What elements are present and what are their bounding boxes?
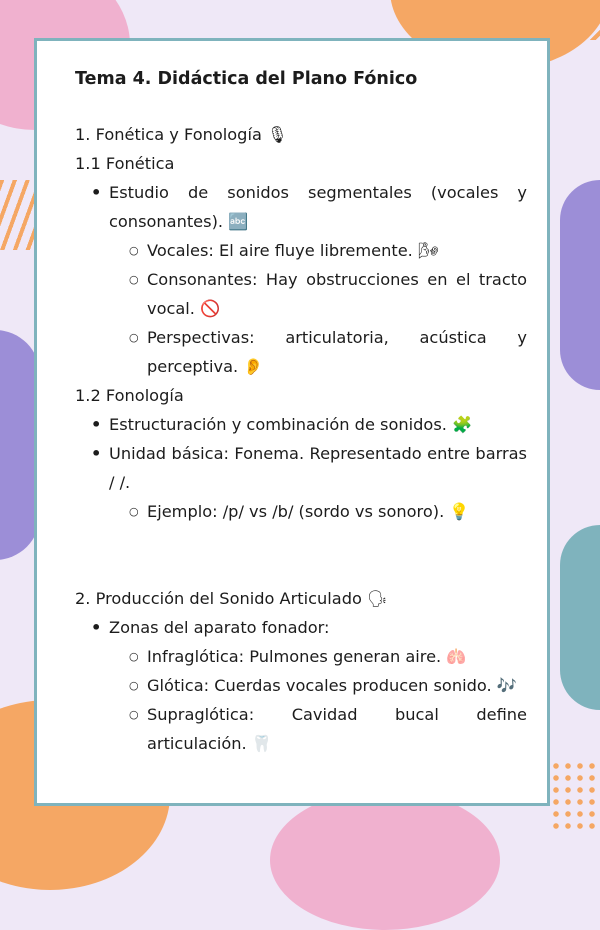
section-spacer	[75, 526, 527, 584]
page-title: Tema 4. Didáctica del Plano Fónico	[75, 69, 418, 89]
decor-orange-stripes-top-right	[545, 0, 600, 40]
section-1-heading: 1. Fonética y Fonología 🎙	[75, 125, 288, 144]
notes-content	[75, 65, 527, 758]
notes-card	[34, 38, 550, 806]
list-item: ○ Infraglótica: Pulmones generan aire. 🫁	[75, 642, 527, 671]
decor-orange-dots-bottom-right	[550, 760, 600, 830]
list-item: ○ Glótica: Cuerdas vocales producen sonido. 🎶	[75, 671, 527, 700]
list-item: ○ Ejemplo: /p/ vs /b/ (sordo vs sonoro). 💡	[75, 497, 527, 526]
decor-pink-blob-bottom-middle	[270, 790, 500, 930]
list-item-group	[75, 497, 527, 526]
decor-purple-blob-right	[560, 180, 600, 390]
section-2-list	[75, 613, 527, 758]
list-item: ○ Perspectivas: articulatoria, acústica y perceptiva. 👂	[75, 323, 527, 381]
decor-orange-lines-left	[0, 180, 34, 250]
list-item: ○ Consonantes: Hay obstrucciones en el tracto vocal. 🚫	[75, 265, 527, 323]
section-1-2-list	[75, 410, 527, 526]
list-item: • Zonas del aparato fonador:	[75, 613, 527, 642]
list-item: • Estructuración y combinación de sonidos. 🧩	[75, 410, 527, 439]
list-item-group	[75, 236, 527, 381]
list-item-group	[75, 642, 527, 758]
decor-teal-blob-right	[560, 525, 600, 710]
list-item: ○ Vocales: El aire fluye libremente. 🌬	[75, 236, 527, 265]
nested-list	[75, 236, 527, 381]
section-1-1-list	[75, 178, 527, 381]
subsection-1-2-heading: 1.2 Fonología	[75, 386, 184, 405]
section-2-heading: 2. Producción del Sonido Articulado 🗣	[75, 589, 388, 608]
nested-list	[75, 642, 527, 758]
list-item: ○ Supraglótica: Cavidad bucal define articulación. 🦷	[75, 700, 527, 758]
list-item: • Unidad básica: Fonema. Representado entre barras / /.	[75, 439, 527, 497]
subsection-1-1-heading: 1.1 Fonética	[75, 154, 175, 173]
nested-list	[75, 497, 527, 526]
list-item: • Estudio de sonidos segmentales (vocales y consonantes). 🔤	[75, 178, 527, 236]
